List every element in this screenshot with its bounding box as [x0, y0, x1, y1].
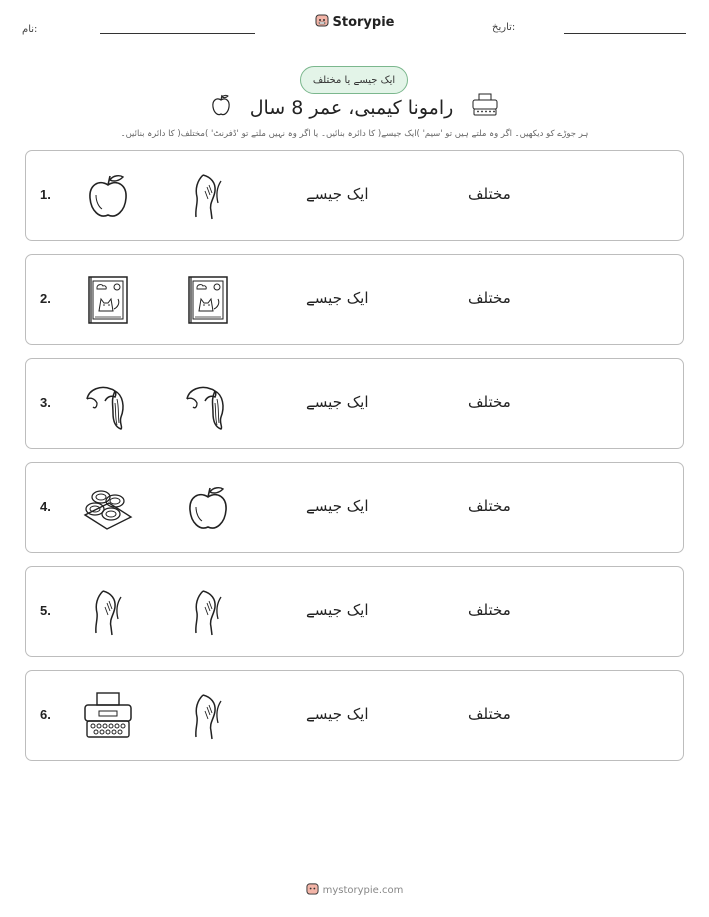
- row-number: 3.: [40, 395, 51, 410]
- different-option[interactable]: مختلف: [468, 601, 511, 619]
- exercise-row: [25, 150, 684, 241]
- date-label: تاریخ:: [492, 22, 516, 33]
- different-option[interactable]: مختلف: [468, 705, 511, 723]
- ponytail-icon: [181, 377, 235, 431]
- footer-url[interactable]: mystorypie.com: [322, 884, 404, 896]
- same-option[interactable]: ایک جیسے: [306, 185, 369, 203]
- different-option[interactable]: مختلف: [468, 185, 511, 203]
- knee-icon: [181, 169, 235, 223]
- same-option[interactable]: ایک جیسے: [306, 497, 369, 515]
- row-number: 6.: [40, 707, 51, 722]
- apple-title-icon: [210, 93, 232, 122]
- exercise-row: [25, 670, 684, 761]
- coins-icon: [81, 481, 135, 535]
- exercise-row: [25, 254, 684, 345]
- knee-icon: [81, 585, 135, 639]
- book-icon: [181, 273, 235, 327]
- row-number: 4.: [40, 499, 51, 514]
- same-option[interactable]: ایک جیسے: [306, 393, 369, 411]
- same-option[interactable]: ایک جیسے: [306, 601, 369, 619]
- name-label: نام:: [22, 24, 38, 35]
- same-option[interactable]: ایک جیسے: [306, 289, 369, 307]
- knee-icon: [181, 585, 235, 639]
- footer: [0, 880, 709, 899]
- instructions: ہر جوڑے کو دیکھیں۔ اگر وہ ملتے ہیں تو 'سیم' )ایک جیسے( کا دائرہ بنائیں۔ یا اگر وہ نہیں ملتے تو 'ڈفرنٹ' )مختلف( کا دائرہ بنائیں۔: [120, 129, 589, 139]
- row-number: 1.: [40, 187, 51, 202]
- exercise-row: [25, 462, 684, 553]
- worksheet-type-badge: ایک جیسے یا مختلف: [300, 66, 408, 94]
- date-field[interactable]: [564, 33, 686, 34]
- apple-icon: [181, 481, 235, 535]
- row-number: 5.: [40, 603, 51, 618]
- name-field[interactable]: [100, 33, 255, 34]
- apple-icon: [81, 169, 135, 223]
- storypie-footer-logo-icon: [306, 882, 319, 898]
- brand-name: Storypie: [332, 14, 395, 30]
- different-option[interactable]: مختلف: [468, 497, 511, 515]
- knee-icon: [181, 689, 235, 743]
- row-number: 2.: [40, 291, 51, 306]
- typewriter-icon: [81, 689, 135, 743]
- page-title-row: [0, 93, 709, 122]
- typewriter-title-icon: [471, 93, 499, 122]
- different-option[interactable]: مختلف: [468, 289, 511, 307]
- storypie-logo-icon: [315, 13, 329, 31]
- brand-header: [0, 12, 709, 31]
- exercise-row: [25, 358, 684, 449]
- page-title: رامونا کیمبی، عمر 8 سال: [249, 96, 454, 119]
- ponytail-icon: [81, 377, 135, 431]
- book-icon: [81, 273, 135, 327]
- different-option[interactable]: مختلف: [468, 393, 511, 411]
- exercise-row: [25, 566, 684, 657]
- same-option[interactable]: ایک جیسے: [306, 705, 369, 723]
